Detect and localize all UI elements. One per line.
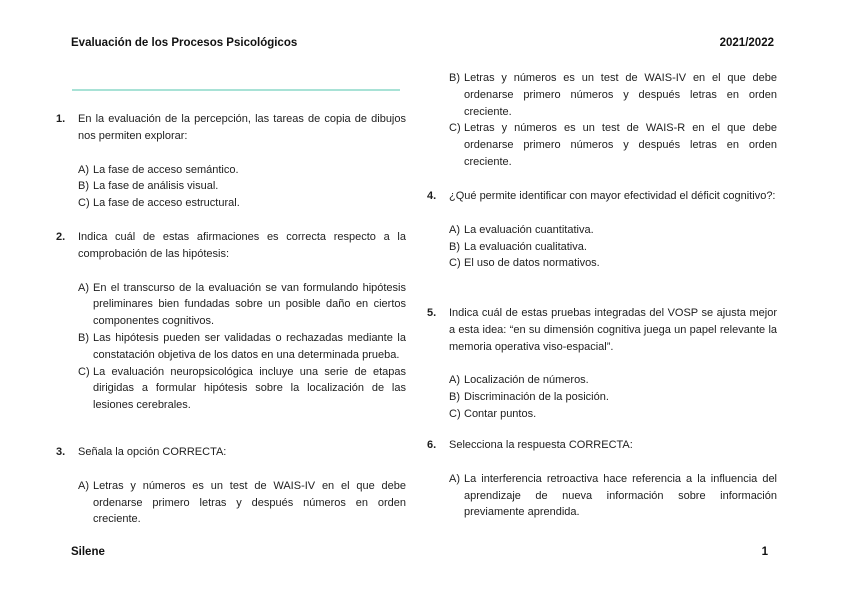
question-number: 3. <box>56 446 66 458</box>
author-name: Silene <box>71 546 105 558</box>
question-text: Indica cuál de estas afirmaciones es correcta respecto a la comprobación de las hipótesis: <box>78 231 406 260</box>
question-6 <box>427 437 777 521</box>
question-number: 4. <box>427 190 437 202</box>
option-a: A) La fase de acceso semántico. <box>78 163 239 176</box>
option-list <box>78 280 406 414</box>
option-a: A) Localización de números. <box>449 374 589 387</box>
option-a: A) Letras y números es un test de WAIS-IV en el que debe ordenarse primero letras y después números en orden creciente. <box>78 479 406 526</box>
question-number: 6. <box>427 439 437 451</box>
question-text: ¿Qué permite identificar con mayor efectividad el déficit cognitivo?: <box>449 190 776 202</box>
option-c: C) Letras y números es un test de WAIS-R en el que debe ordenarse primero números y después letras en orden creciente. <box>449 122 777 168</box>
option-c: C) La evaluación neuropsicológica incluye una serie de etapas dirigidas a formular hipótesis sobre la localización de las lesiones cerebrales. <box>78 365 406 412</box>
page-number: 1 <box>761 546 768 558</box>
question-5 <box>427 305 777 423</box>
academic-year: 2021/2022 <box>719 37 774 49</box>
question-text: Señala la opción CORRECTA: <box>78 446 227 458</box>
option-b: B) Letras y números es un test de WAIS-IV en el que debe ordenarse primero números y después letras en orden creciente. <box>449 72 777 118</box>
option-list <box>449 222 777 272</box>
option-list <box>78 478 406 528</box>
option-b: B) Discriminación de la posición. <box>449 391 609 404</box>
question-2 <box>56 229 406 414</box>
question-text: Indica cuál de estas pruebas integradas del VOSP se ajusta mejor a esta idea: “en su dimensión cognitiva juega un papel relevante la memoria operativa viso-espacial”. <box>449 307 777 353</box>
option-b: B) Las hipótesis pueden ser validadas o rechazadas mediante la constatación objetiva de los datos en una determinada prueba. <box>78 331 406 361</box>
option-c: C) Contar puntos. <box>449 407 537 420</box>
question-text: Selecciona la respuesta CORRECTA: <box>449 439 633 451</box>
option-a: A) La evaluación cuantitativa. <box>449 223 594 236</box>
option-list <box>449 70 777 171</box>
option-c: C) El uso de datos normativos. <box>449 257 600 270</box>
question-1 <box>56 111 406 212</box>
question-3-continued <box>427 70 777 171</box>
option-list <box>449 372 777 422</box>
question-3 <box>56 444 406 528</box>
option-list <box>78 162 406 212</box>
question-number: 2. <box>56 231 66 243</box>
question-number: 5. <box>427 307 437 319</box>
option-list <box>449 471 777 521</box>
divider-line <box>72 89 400 91</box>
option-a: A) La interferencia retroactiva hace referencia a la influencia del aprendizaje de nueva información sobre información previamente aprendida. <box>449 472 777 519</box>
document-title: Evaluación de los Procesos Psicológicos <box>71 37 298 49</box>
question-number: 1. <box>56 113 66 125</box>
question-4 <box>427 188 777 272</box>
option-b: B) La fase de análisis visual. <box>78 180 219 193</box>
option-b: B) La evaluación cualitativa. <box>449 240 587 253</box>
option-c: C) La fase de acceso estructural. <box>78 197 240 210</box>
option-a: A) En el transcurso de la evaluación se van formulando hipótesis preliminares bien fundadas sobre un posible daño en ciertos componentes cognitivos. <box>78 281 406 328</box>
question-text: En la evaluación de la percepción, las tareas de copia de dibujos nos permiten explorar: <box>78 113 406 142</box>
